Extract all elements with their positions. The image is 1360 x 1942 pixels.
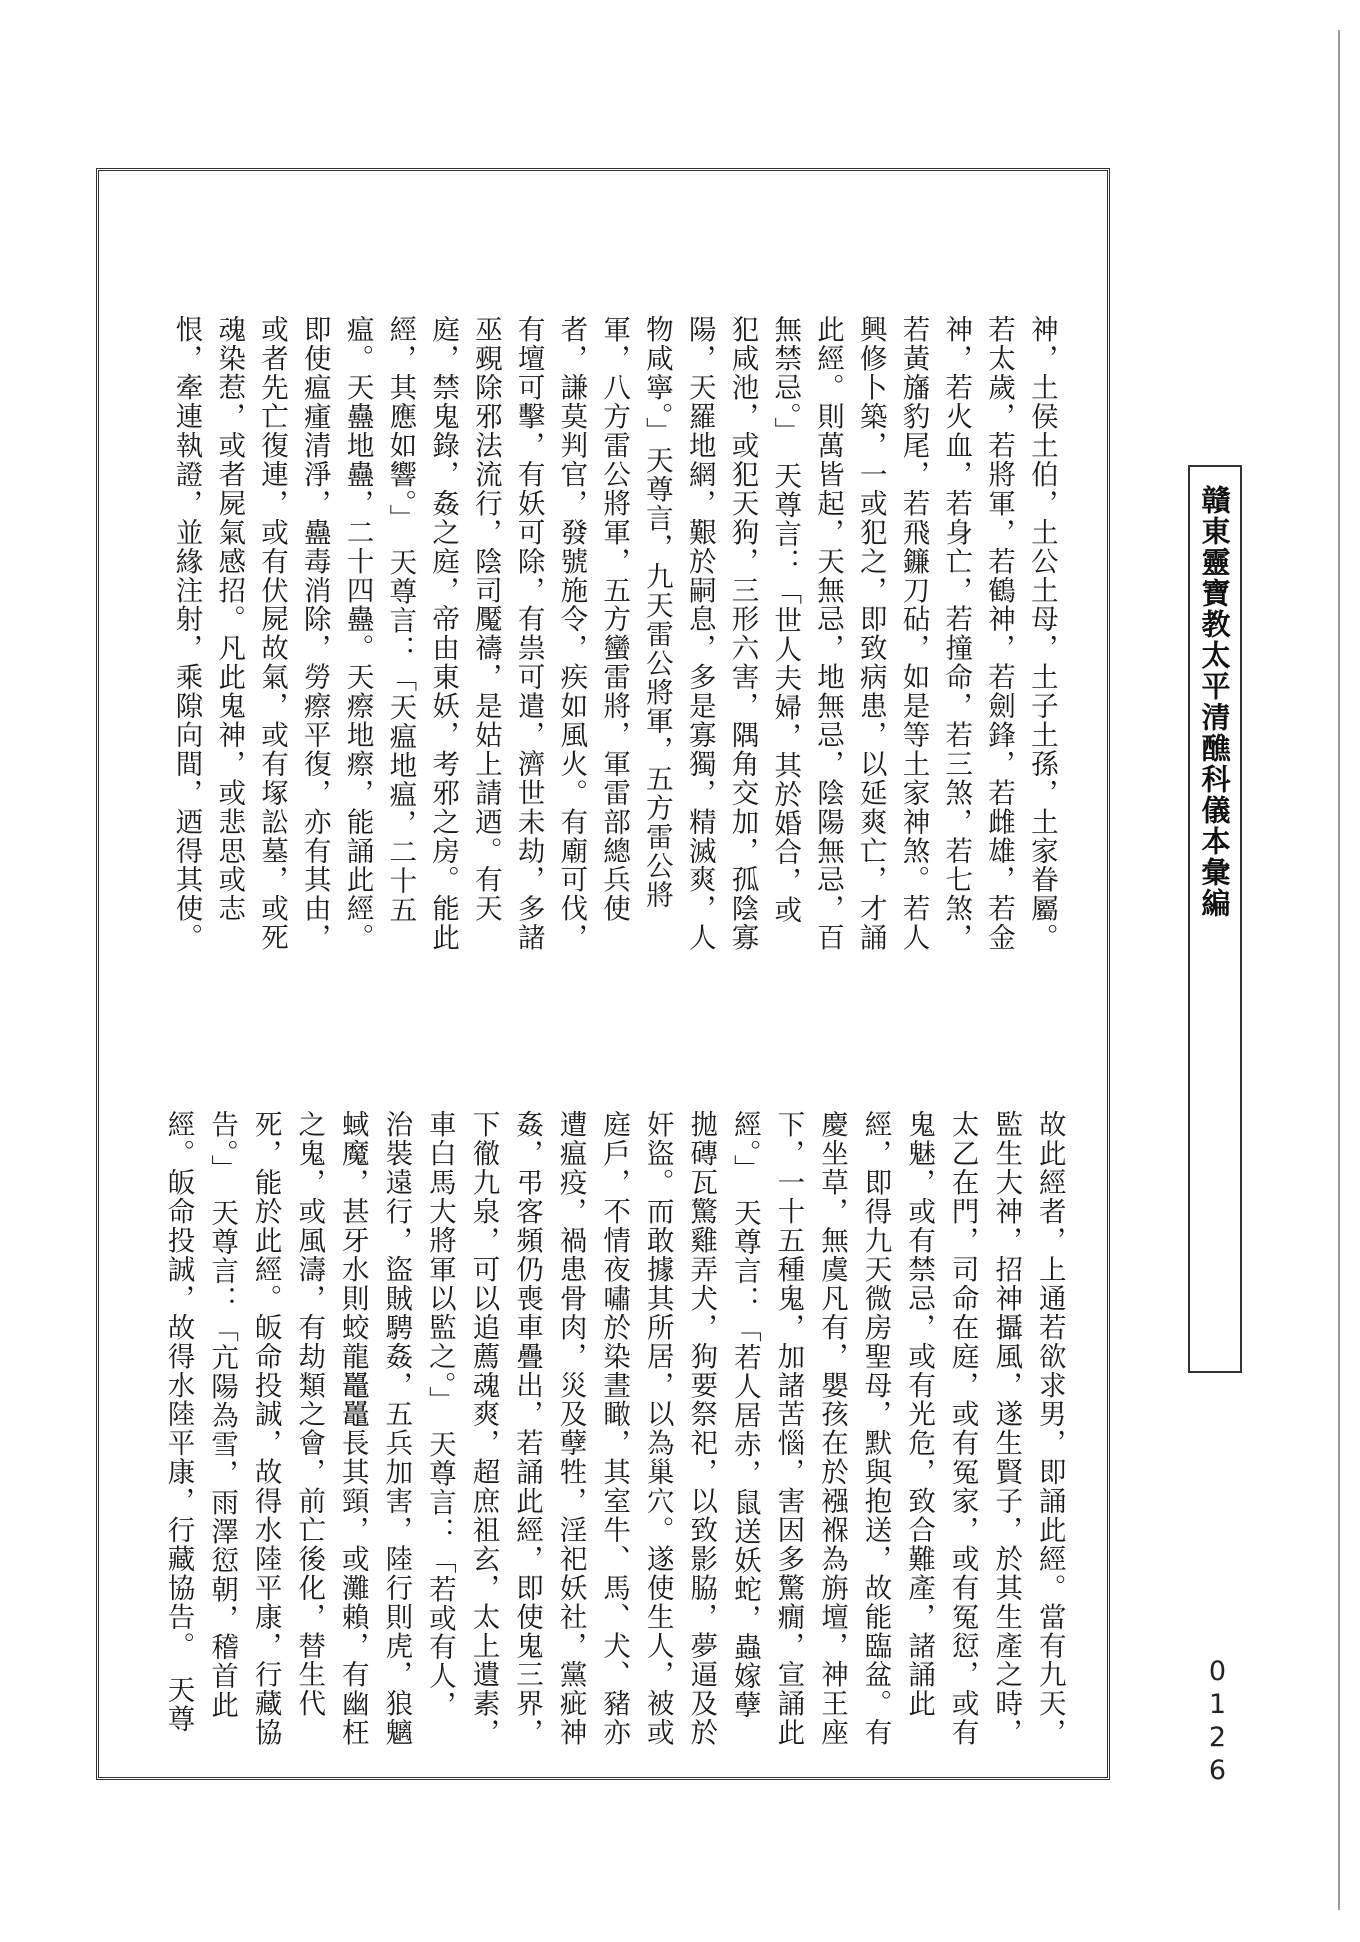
text-column: 無禁忌。」 天尊言：「世人夫婦，其於婚合，或 <box>769 315 802 925</box>
text-column: 奸盜。而敢據其所居，以為巢穴。遂使生人，被或 <box>641 1110 674 1747</box>
text-column: 魂染惹，或者屍氣感招。凡此鬼神，或悲思或志 <box>213 315 246 923</box>
text-column: 之鬼，或風濤，有劫類之會，前亡後化，替生代 <box>293 1110 326 1718</box>
text-column: 治裝遠行，盜賊騁姦，五兵加害，陸行則虎，狼魑 <box>380 1110 413 1747</box>
text-column: 陽，天羅地網，艱於嗣息，多是寡獨，精滅爽，人 <box>683 315 716 952</box>
page-edge-line <box>1338 30 1340 1910</box>
text-column: 若黃旛豹尾，若飛鐮刀砧，如是等土家神煞。若人 <box>897 315 930 952</box>
page-number: 0126 <box>1202 1656 1233 1788</box>
text-column: 拋磚瓦驚雞弄犬，狗要祭祀，以致影脇，夢逼及於 <box>685 1110 718 1747</box>
text-column: 監生大神，招神攝風，遂生賢子，於其生產之時， <box>990 1110 1023 1747</box>
text-column: 軍，八方雷公將軍，五方蠻雷將，軍雷部總兵使 <box>598 315 631 923</box>
text-column: 經，即得九天微房聖母，默與抱送，故能臨盆。有 <box>859 1110 892 1747</box>
upper-text-block <box>170 315 1058 952</box>
text-column: 告。」 天尊言：「亢陽為雪，雨澤愆朝，稽首此 <box>206 1110 239 1720</box>
text-column: 若太歲，若將軍，若鶴神，若劍鋒，若雌雄，若金 <box>983 315 1016 952</box>
text-column: 有壇可擊，有妖可除，有祟可遣，濟世未劫，多諸 <box>512 315 545 952</box>
text-column: 神，土侯土伯，土公土母，土子土孫，土家眷屬。 <box>1025 315 1058 952</box>
text-column: 神，若火血，若身亡，若撞命，若三煞，若七煞， <box>940 315 973 952</box>
text-column: 太乙在門，司命在庭，或有冤家，或有冤愆，或有 <box>946 1110 979 1747</box>
text-column: 或者先亡復連，或有伏屍故氣，或有塚訟墓，或死 <box>256 315 289 952</box>
running-title-box <box>1188 465 1242 1373</box>
text-column: 蜮魔，甚牙水則蛟龍鼉鼉長其頸，或灘賴，有幽枉 <box>336 1110 369 1747</box>
text-column: 車白馬大將軍以監之。」 天尊言：「若或有人， <box>423 1110 456 1720</box>
lower-text-block <box>162 1110 1066 1747</box>
text-column: 遭瘟疫，禍患骨肉，災及孽牲，淫祀妖社，黨疵神 <box>554 1110 587 1747</box>
text-column: 下，一十五種鬼，加諸苦惱，害因多驚癇，宣誦此 <box>772 1110 805 1747</box>
text-column: 巫覡除邪法流行，陰司魘禱，是姑上請迺。有天 <box>469 315 502 923</box>
text-column: 庭，禁鬼錄，姦之庭，帝由東妖，考邪之房。能此 <box>427 315 460 952</box>
text-column: 者，謙莫判官，發號施令，疾如風火。有廟可伐， <box>555 315 588 952</box>
text-column: 經。皈命投誠，故得水陸平康，行藏協告。 天尊 <box>162 1110 195 1734</box>
text-column: 即使瘟瘇清淨，蠱毒消除，勞瘵平復，亦有其由， <box>298 315 331 952</box>
text-column: 經。」 天尊言：「若人居赤，鼠送妖蛇，蟲嫁孽 <box>728 1110 761 1720</box>
text-column: 慶坐草，無虞凡有，嬰孩在於襁褓為旃壇，神王座 <box>815 1110 848 1747</box>
text-column: 姦，弔客頻仍喪車疊出，若誦此經，即使鬼三界， <box>511 1110 543 1747</box>
text-column: 物咸寧。」天尊言，九天雷公將軍，五方雷公將 <box>640 315 673 910</box>
text-column: 瘟。天蠱地蠱，二十四蠱。天瘵地瘵，能誦此經。 <box>341 315 374 952</box>
text-column: 興修卜築，一或犯之，即致病患，以延爽亡，才誦 <box>854 315 887 952</box>
text-column: 死，能於此經。皈命投誠，故得水陸平康，行藏協 <box>249 1110 282 1747</box>
text-column: 犯咸池，或犯天狗，三形六害，隅角交加，孤陰寡 <box>726 315 759 952</box>
text-column: 庭戶，不情夜嘯於染晝瞰，其室牛、馬、犬、豬亦 <box>598 1110 631 1747</box>
text-column: 下徹九泉，可以追薦魂爽，超庶祖玄，太上遺素， <box>467 1110 500 1747</box>
text-column: 恨，牽連執證，並緣注射，乘隙向間，迺得其使。 <box>170 315 203 952</box>
text-column: 此經。則萬皆起，天無忌，地無忌，陰陽無忌，百 <box>811 315 844 952</box>
text-column: 經，其應如響。」 天尊言：「天瘟地瘟，二十五 <box>384 315 417 925</box>
text-column: 鬼魅，或有禁忌，或有光危，致合難產，諸誦此 <box>903 1110 936 1718</box>
book-title: 贛東靈寶教太平清醮科儀本彙編 <box>1197 485 1232 919</box>
text-column: 故此經者，上通若欲求男，即誦此經。當有九天， <box>1033 1110 1066 1747</box>
